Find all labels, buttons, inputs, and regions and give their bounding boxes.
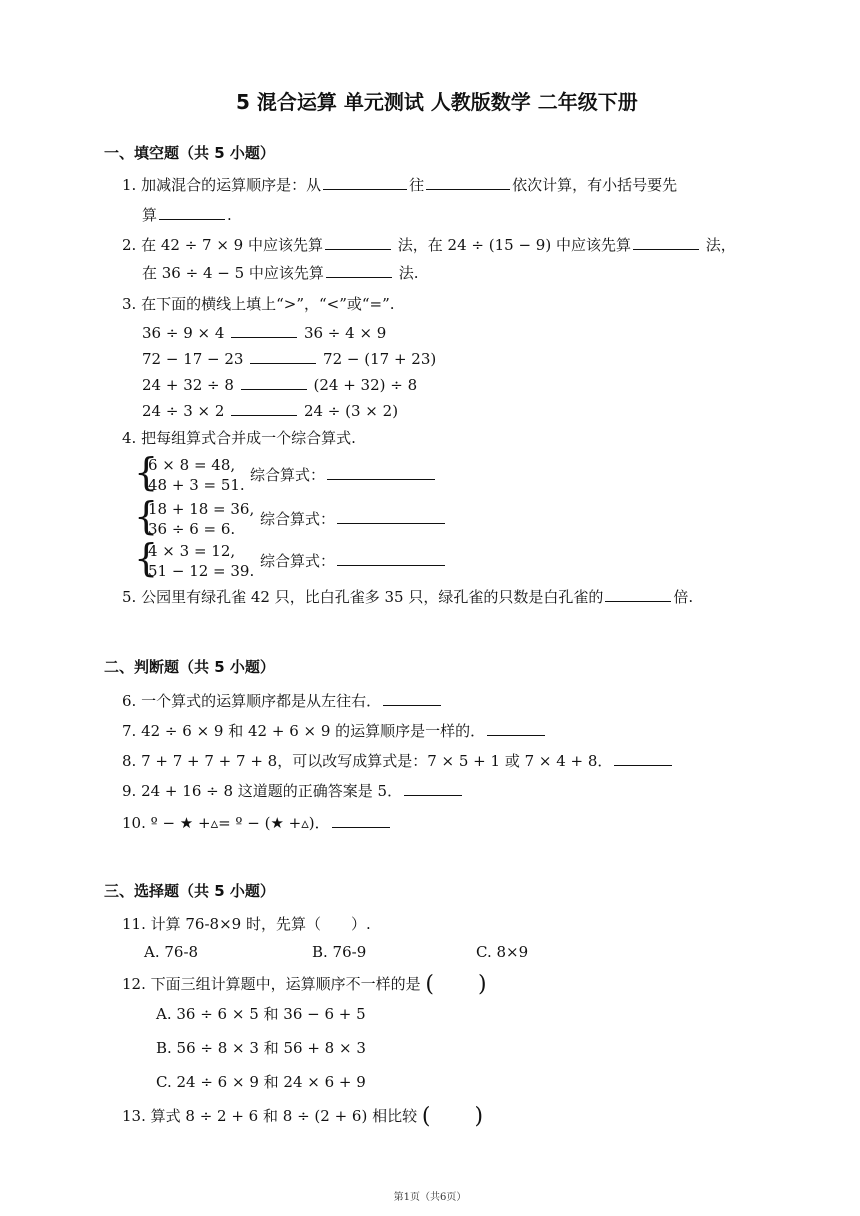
answer-blank[interactable] [383,690,441,706]
answer-blank[interactable] [332,812,390,828]
answer-blank[interactable] [231,400,297,416]
question-1-line-1: 1. 加减混合的运算顺序是：从 往 依次计算，有小括号要先 [122,176,678,194]
answer-blank[interactable] [325,234,391,250]
choice-option-c[interactable]: C. 24 ÷ 6 × 9 和 24 × 6 + 9 [156,1073,366,1091]
section-heading-multiple-choice: 三、选择题（共 5 小题） [104,882,275,900]
answer-parentheses[interactable]: ( ) [425,972,487,997]
section-heading-fill-blank: 一、填空题（共 5 小题） [104,144,275,162]
answer-blank[interactable] [633,234,699,250]
question-5: 5. 公园里有绿孔雀 42 只，比白孔雀多 35 只，绿孔雀的只数是白孔雀的 倍. [122,588,694,606]
combined-formula-row: 综合算式： [250,464,437,485]
equation-line: 6 × 8 = 48, [148,456,236,474]
brace-icon: { [134,536,159,580]
page-footer: 第1页（共6页） [393,1192,467,1203]
judge-item: 10. º − ★ +▵= º − (★ +▵)． [122,812,392,833]
choice-option-c[interactable]: C. 8×9 [476,943,529,961]
answer-blank[interactable] [404,780,462,796]
compare-row: 36 ÷ 9 × 4 36 ÷ 4 × 9 [142,324,387,342]
answer-blank[interactable] [614,750,672,766]
judge-item: 8. 7 + 7 + 7 + 7 + 8，可以改写成算式是：7 × 5 + 1 或 7 × 4 + 8． [122,750,674,771]
equation-line: 36 ÷ 6 = 6. [148,520,236,538]
answer-blank[interactable] [231,322,297,338]
choice-option-a[interactable]: A. 76-8 [144,943,199,961]
compare-row: 72 − 17 − 23 72 − (17 + 23) [142,350,437,368]
brace-icon: { [134,494,159,538]
question-3-stem: 3. 在下面的横线上填上“>”，“<”或“=”. [122,295,395,313]
answer-blank[interactable] [337,550,445,566]
page-title: 5 混合运算 单元测试 人教版数学 二年级下册 [236,90,638,114]
answer-parentheses[interactable]: ( ) [421,1104,484,1129]
question-4-stem: 4. 把每组算式合并成一个综合算式. [122,429,356,447]
question-11-stem: 11. 计算 76-8×9 时，先算（ ）. [122,915,371,933]
choice-option-a[interactable]: A. 36 ÷ 6 × 5 和 36 − 6 + 5 [156,1005,366,1023]
brace-icon: { [134,450,159,494]
section-heading-true-false: 二、判断题（共 5 小题） [104,658,275,676]
answer-blank[interactable] [250,348,316,364]
judge-item: 7. 42 ÷ 6 × 9 和 42 + 6 × 9 的运算顺序是一样的． [122,720,547,741]
answer-blank[interactable] [487,720,545,736]
choice-option-b[interactable]: B. 76-9 [312,943,367,961]
answer-blank[interactable] [241,374,307,390]
question-2-line-2: 在 36 ÷ 4 − 5 中应该先算 法. [142,264,419,282]
compare-row: 24 + 32 ÷ 8 (24 + 32) ÷ 8 [142,376,418,394]
combined-formula-row: 综合算式： [260,508,447,529]
judge-item: 6. 一个算式的运算顺序都是从左往右． [122,690,443,711]
answer-blank[interactable] [337,508,445,524]
answer-blank[interactable] [426,174,510,190]
question-1-line-2: 算 . [142,206,232,224]
answer-blank[interactable] [323,174,407,190]
equation-line: 48 + 3 = 51. [148,476,245,494]
answer-blank[interactable] [605,586,671,602]
answer-blank[interactable] [326,262,392,278]
answer-blank[interactable] [327,464,435,480]
compare-row: 24 ÷ 3 × 2 24 ÷ (3 × 2) [142,402,399,420]
equation-line: 51 − 12 = 39. [148,562,255,580]
judge-item: 9. 24 + 16 ÷ 8 这道题的正确答案是 5． [122,780,464,801]
choice-option-b[interactable]: B. 56 ÷ 8 × 3 和 56 + 8 × 3 [156,1039,366,1057]
combined-formula-row: 综合算式： [260,550,447,571]
answer-blank[interactable] [159,204,225,220]
equation-line: 18 + 18 = 36, [148,500,255,518]
question-12-stem: 12. 下面三组计算题中，运算顺序不一样的是 ( ) [122,972,487,997]
equation-line: 4 × 3 = 12, [148,542,236,560]
question-13-stem: 13. 算式 8 ÷ 2 + 6 和 8 ÷ (2 + 6) 相比较 ( ) [122,1104,484,1129]
question-2-line-1: 2. 在 42 ÷ 7 × 9 中应该先算 法，在 24 ÷ (15 − 9) 中应该先算 法， [122,236,736,254]
